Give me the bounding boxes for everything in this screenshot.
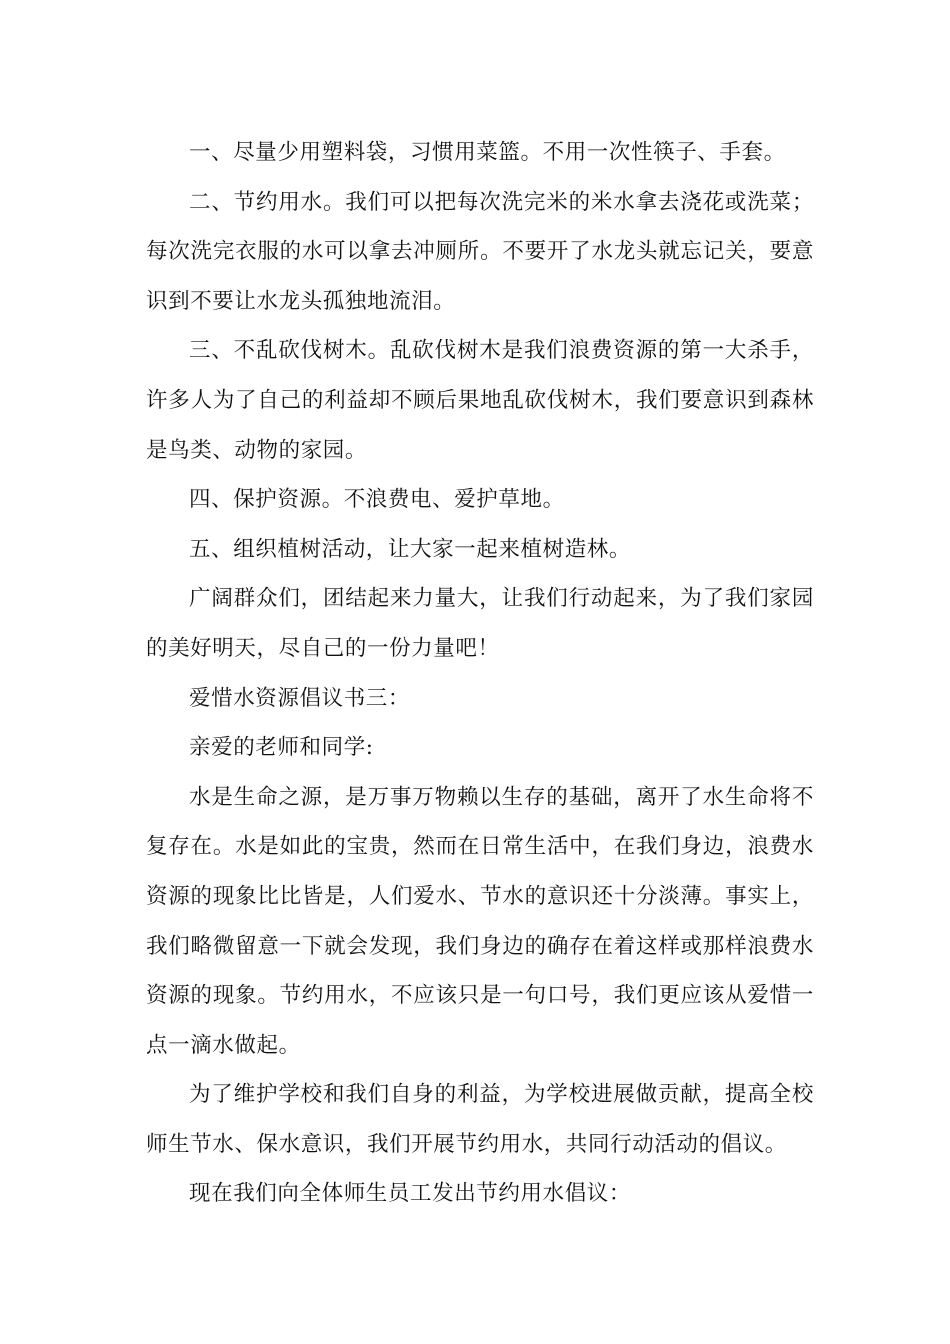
document-body [146,128,814,1219]
paragraph-item-4: 四、保护资源。不浪费电、爱护草地。 [189,487,565,513]
paragraph-item-2: 二、节约用水。我们可以把每次洗完米的米水拿去浇花或洗菜；每次洗完衣服的水可以拿去冲厕所。不要开了水龙头就忘记关，要意识到不要让水龙头孤独地流泪。 [146,189,814,314]
paragraph-item-9: 现在我们向全体师生员工发出节约用水倡议： [189,1181,632,1207]
paragraph-item-3: 三、不乱砍伐树木。乱砍伐树木是我们浪费资源的第一大杀手，许多人为了自己的利益却不顾后果地乱砍伐树木，我们要意识到森林是鸟类、动物的家园。 [146,338,814,463]
paragraph-item-1: 一、尽量少用塑料袋，习惯用菜篮。不用一次性筷子、手套。 [189,140,786,165]
salutation: 亲爱的老师和同学: [189,735,374,761]
paragraph-item-7: 水是生命之源，是万事万物赖以生存的基础，离开了水生命将不复存在。水是如此的宝贵，然而在日常生活中，在我们身边，浪费水资源的现象比比皆是，人们爱水、节水的意识还十分淡薄。事实上，我们略微留意一下就会发现，我们身边的确存在着这样或那样浪费水资源的现象。节约用水，不应该只是一句口号，我们更应该从爱惜一点一滴水做起。 [146,784,814,1058]
section-heading: 爱惜水资源倡议书三： [189,685,411,711]
paragraph-item-6: 广阔群众们，团结起来力量大，让我们行动起来，为了我们家园的美好明天，尽自己的一份力量吧！ [146,586,814,661]
paragraph-item-5: 五、组织植树活动，让大家一起来植树造林。 [189,536,632,562]
paragraph-item-8: 为了维护学校和我们自身的利益，为学校进展做贡献，提高全校师生节水、保水意识，我们开展节约用水，共同行动活动的倡议。 [146,1082,814,1157]
